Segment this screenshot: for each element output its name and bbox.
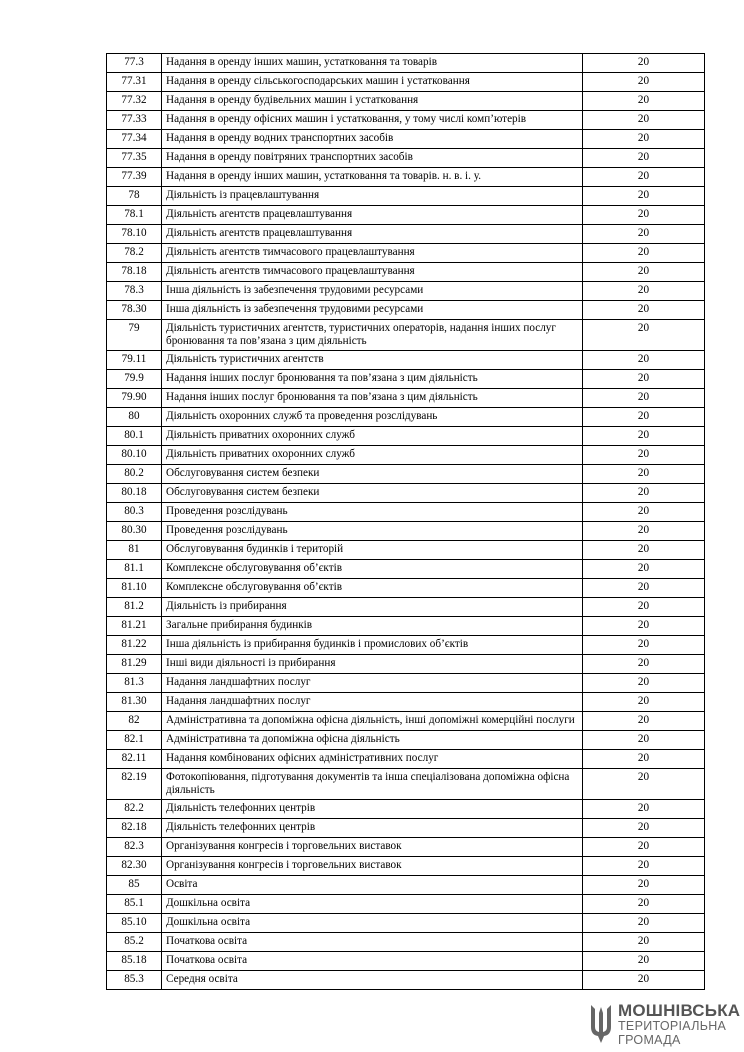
table-row bbox=[107, 769, 705, 800]
table-row bbox=[107, 225, 705, 244]
table-row bbox=[107, 351, 705, 370]
table-row bbox=[107, 857, 705, 876]
code-cell: 80.2 bbox=[107, 465, 162, 484]
code-cell: 80 bbox=[107, 408, 162, 427]
code-cell: 80.3 bbox=[107, 503, 162, 522]
table-row bbox=[107, 206, 705, 225]
name-cell: Діяльність приватних охоронних служб bbox=[162, 427, 583, 446]
code-cell: 81 bbox=[107, 541, 162, 560]
rate-cell: 20 bbox=[583, 693, 705, 712]
name-cell: Надання інших послуг бронювання та пов’язана з цим діяльність bbox=[162, 389, 583, 408]
table-row bbox=[107, 876, 705, 895]
code-cell: 81.1 bbox=[107, 560, 162, 579]
rate-cell: 20 bbox=[583, 857, 705, 876]
name-cell: Діяльність телефонних центрів bbox=[162, 800, 583, 819]
name-cell: Освіта bbox=[162, 876, 583, 895]
name-cell: Діяльність із працевлаштування bbox=[162, 187, 583, 206]
table-row bbox=[107, 73, 705, 92]
code-cell: 85.3 bbox=[107, 971, 162, 990]
name-cell: Діяльність туристичних агентств bbox=[162, 351, 583, 370]
name-cell: Загальне прибирання будинків bbox=[162, 617, 583, 636]
rate-cell: 20 bbox=[583, 731, 705, 750]
name-cell: Надання в оренду будівельних машин і устатковання bbox=[162, 92, 583, 111]
name-cell: Дошкільна освіта bbox=[162, 895, 583, 914]
name-cell: Початкова освіта bbox=[162, 952, 583, 971]
rate-cell: 20 bbox=[583, 636, 705, 655]
code-cell: 81.29 bbox=[107, 655, 162, 674]
name-cell: Середня освіта bbox=[162, 971, 583, 990]
rate-cell: 20 bbox=[583, 446, 705, 465]
rate-cell: 20 bbox=[583, 838, 705, 857]
name-cell: Надання в оренду інших машин, устатковання та товарів bbox=[162, 54, 583, 73]
rate-cell: 20 bbox=[583, 282, 705, 301]
code-cell: 81.10 bbox=[107, 579, 162, 598]
rate-cell: 20 bbox=[583, 168, 705, 187]
name-cell: Надання комбінованих офісних адміністративних послуг bbox=[162, 750, 583, 769]
rate-cell: 20 bbox=[583, 712, 705, 731]
table-row bbox=[107, 244, 705, 263]
rate-cell: 20 bbox=[583, 933, 705, 952]
rate-cell: 20 bbox=[583, 465, 705, 484]
name-cell: Комплексне обслуговування об’єктів bbox=[162, 579, 583, 598]
rate-cell: 20 bbox=[583, 370, 705, 389]
code-cell: 78.30 bbox=[107, 301, 162, 320]
code-cell: 77.31 bbox=[107, 73, 162, 92]
logo-title: МОШНІВСЬКА bbox=[618, 1001, 741, 1020]
code-cell: 77.35 bbox=[107, 149, 162, 168]
table-row bbox=[107, 484, 705, 503]
code-cell: 80.10 bbox=[107, 446, 162, 465]
rate-cell: 20 bbox=[583, 503, 705, 522]
table-row bbox=[107, 579, 705, 598]
rate-cell: 20 bbox=[583, 579, 705, 598]
name-cell: Інша діяльність із прибирання будинків і промислових об’єктів bbox=[162, 636, 583, 655]
code-cell: 81.22 bbox=[107, 636, 162, 655]
rate-cell: 20 bbox=[583, 351, 705, 370]
name-cell: Обслуговування систем безпеки bbox=[162, 484, 583, 503]
name-cell: Надання в оренду інших машин, устатковання та товарів. н. в. і. у. bbox=[162, 168, 583, 187]
rate-cell: 20 bbox=[583, 225, 705, 244]
rate-cell: 20 bbox=[583, 952, 705, 971]
table-body bbox=[107, 54, 705, 990]
code-cell: 82.19 bbox=[107, 769, 162, 800]
name-cell: Обслуговування будинків і територій bbox=[162, 541, 583, 560]
name-cell: Надання в оренду сільськогосподарських машин і устатковання bbox=[162, 73, 583, 92]
code-cell: 80.18 bbox=[107, 484, 162, 503]
code-cell: 82.2 bbox=[107, 800, 162, 819]
code-cell: 79 bbox=[107, 320, 162, 351]
code-cell: 81.21 bbox=[107, 617, 162, 636]
community-logo bbox=[588, 1001, 741, 1049]
rate-cell: 20 bbox=[583, 427, 705, 446]
code-cell: 85.2 bbox=[107, 933, 162, 952]
name-cell: Діяльність агентств працевлаштування bbox=[162, 206, 583, 225]
rate-cell: 20 bbox=[583, 522, 705, 541]
rate-cell: 20 bbox=[583, 674, 705, 693]
table-row bbox=[107, 263, 705, 282]
table-row bbox=[107, 971, 705, 990]
rate-cell: 20 bbox=[583, 655, 705, 674]
code-cell: 79.90 bbox=[107, 389, 162, 408]
code-cell: 77.39 bbox=[107, 168, 162, 187]
table-row bbox=[107, 427, 705, 446]
table-row bbox=[107, 446, 705, 465]
rate-cell: 20 bbox=[583, 484, 705, 503]
rate-cell: 20 bbox=[583, 206, 705, 225]
code-cell: 80.1 bbox=[107, 427, 162, 446]
rate-cell: 20 bbox=[583, 149, 705, 168]
table-row bbox=[107, 952, 705, 971]
name-cell: Адміністративна та допоміжна офісна діяльність, інші допоміжні комерційні послуги bbox=[162, 712, 583, 731]
table-row bbox=[107, 465, 705, 484]
table-row bbox=[107, 282, 705, 301]
name-cell: Діяльність із прибирання bbox=[162, 598, 583, 617]
table-row bbox=[107, 320, 705, 351]
rate-cell: 20 bbox=[583, 971, 705, 990]
name-cell: Інша діяльність із забезпечення трудовими ресурсами bbox=[162, 282, 583, 301]
name-cell: Діяльність туристичних агентств, туристичних операторів, надання інших послуг бронювання та пов’язана з цим діяльність bbox=[162, 320, 583, 351]
code-cell: 77.34 bbox=[107, 130, 162, 149]
name-cell: Діяльність приватних охоронних служб bbox=[162, 446, 583, 465]
code-cell: 85.10 bbox=[107, 914, 162, 933]
name-cell: Фотокопіювання, підготування документів та інша спеціалізована допоміжна офісна діяльність bbox=[162, 769, 583, 800]
code-cell: 79.11 bbox=[107, 351, 162, 370]
table-row bbox=[107, 560, 705, 579]
code-cell: 77.32 bbox=[107, 92, 162, 111]
code-cell: 78.3 bbox=[107, 282, 162, 301]
table-row bbox=[107, 54, 705, 73]
name-cell: Інші види діяльності із прибирання bbox=[162, 655, 583, 674]
rate-cell: 20 bbox=[583, 541, 705, 560]
name-cell: Діяльність телефонних центрів bbox=[162, 819, 583, 838]
rate-cell: 20 bbox=[583, 750, 705, 769]
table-row bbox=[107, 800, 705, 819]
rate-cell: 20 bbox=[583, 130, 705, 149]
name-cell: Організування конгресів і торговельних виставок bbox=[162, 857, 583, 876]
name-cell: Надання інших послуг бронювання та пов’язана з цим діяльність bbox=[162, 370, 583, 389]
name-cell: Надання в оренду водних транспортних засобів bbox=[162, 130, 583, 149]
table-row bbox=[107, 914, 705, 933]
table-row bbox=[107, 111, 705, 130]
code-cell: 81.3 bbox=[107, 674, 162, 693]
rate-cell: 20 bbox=[583, 389, 705, 408]
name-cell: Організування конгресів і торговельних виставок bbox=[162, 838, 583, 857]
rate-cell: 20 bbox=[583, 914, 705, 933]
name-cell: Адміністративна та допоміжна офісна діяльність bbox=[162, 731, 583, 750]
table-row bbox=[107, 389, 705, 408]
code-cell: 85 bbox=[107, 876, 162, 895]
rate-cell: 20 bbox=[583, 92, 705, 111]
code-cell: 78 bbox=[107, 187, 162, 206]
table-row bbox=[107, 149, 705, 168]
table-row bbox=[107, 598, 705, 617]
code-cell: 82.30 bbox=[107, 857, 162, 876]
table-row bbox=[107, 370, 705, 389]
table-row bbox=[107, 838, 705, 857]
name-cell: Діяльність агентств тимчасового працевлаштування bbox=[162, 263, 583, 282]
rate-cell: 20 bbox=[583, 617, 705, 636]
rate-cell: 20 bbox=[583, 598, 705, 617]
rate-cell: 20 bbox=[583, 895, 705, 914]
code-cell: 77.33 bbox=[107, 111, 162, 130]
code-cell: 78.1 bbox=[107, 206, 162, 225]
code-cell: 82.18 bbox=[107, 819, 162, 838]
table-row bbox=[107, 130, 705, 149]
code-cell: 82 bbox=[107, 712, 162, 731]
table-row bbox=[107, 655, 705, 674]
code-cell: 78.2 bbox=[107, 244, 162, 263]
code-cell: 77.3 bbox=[107, 54, 162, 73]
name-cell: Дошкільна освіта bbox=[162, 914, 583, 933]
activity-codes-table bbox=[106, 53, 705, 990]
table-row bbox=[107, 408, 705, 427]
table-row bbox=[107, 819, 705, 838]
name-cell: Проведення розслідувань bbox=[162, 503, 583, 522]
logo-subtitle-2: ГРОМАДА bbox=[618, 1033, 681, 1047]
name-cell: Проведення розслідувань bbox=[162, 522, 583, 541]
name-cell: Надання в оренду офісних машин і устатковання, у тому числі комп’ютерів bbox=[162, 111, 583, 130]
name-cell: Надання ландшафтних послуг bbox=[162, 674, 583, 693]
logo-subtitle: ТЕРИТОРІАЛЬНА bbox=[618, 1019, 727, 1033]
name-cell: Діяльність охоронних служб та проведення розслідувань bbox=[162, 408, 583, 427]
rate-cell: 20 bbox=[583, 111, 705, 130]
rate-cell: 20 bbox=[583, 560, 705, 579]
rate-cell: 20 bbox=[583, 819, 705, 838]
table-row bbox=[107, 674, 705, 693]
name-cell: Обслуговування систем безпеки bbox=[162, 465, 583, 484]
rate-cell: 20 bbox=[583, 301, 705, 320]
name-cell: Надання ландшафтних послуг bbox=[162, 693, 583, 712]
rate-cell: 20 bbox=[583, 876, 705, 895]
code-cell: 82.11 bbox=[107, 750, 162, 769]
rate-cell: 20 bbox=[583, 54, 705, 73]
rate-cell: 20 bbox=[583, 800, 705, 819]
rate-cell: 20 bbox=[583, 244, 705, 263]
table-row bbox=[107, 933, 705, 952]
table-row bbox=[107, 712, 705, 731]
code-cell: 81.2 bbox=[107, 598, 162, 617]
table-row bbox=[107, 750, 705, 769]
table-row bbox=[107, 693, 705, 712]
rate-cell: 20 bbox=[583, 187, 705, 206]
code-cell: 79.9 bbox=[107, 370, 162, 389]
name-cell: Комплексне обслуговування об’єктів bbox=[162, 560, 583, 579]
code-cell: 78.10 bbox=[107, 225, 162, 244]
code-cell: 85.1 bbox=[107, 895, 162, 914]
table-row bbox=[107, 503, 705, 522]
rate-cell: 20 bbox=[583, 320, 705, 351]
code-cell: 82.1 bbox=[107, 731, 162, 750]
table-row bbox=[107, 522, 705, 541]
table-row bbox=[107, 636, 705, 655]
table-row bbox=[107, 168, 705, 187]
table-row bbox=[107, 895, 705, 914]
name-cell: Діяльність агентств тимчасового працевлаштування bbox=[162, 244, 583, 263]
code-cell: 81.30 bbox=[107, 693, 162, 712]
name-cell: Початкова освіта bbox=[162, 933, 583, 952]
table-row bbox=[107, 301, 705, 320]
table-row bbox=[107, 187, 705, 206]
table-row bbox=[107, 617, 705, 636]
rate-cell: 20 bbox=[583, 73, 705, 92]
name-cell: Діяльність агентств працевлаштування bbox=[162, 225, 583, 244]
rate-cell: 20 bbox=[583, 408, 705, 427]
rate-cell: 20 bbox=[583, 769, 705, 800]
name-cell: Інша діяльність із забезпечення трудовими ресурсами bbox=[162, 301, 583, 320]
name-cell: Надання в оренду повітряних транспортних засобів bbox=[162, 149, 583, 168]
trident-icon bbox=[588, 1003, 614, 1045]
table-row bbox=[107, 731, 705, 750]
table-row bbox=[107, 541, 705, 560]
code-cell: 80.30 bbox=[107, 522, 162, 541]
code-cell: 82.3 bbox=[107, 838, 162, 857]
rate-cell: 20 bbox=[583, 263, 705, 282]
code-cell: 85.18 bbox=[107, 952, 162, 971]
table-row bbox=[107, 92, 705, 111]
code-cell: 78.18 bbox=[107, 263, 162, 282]
